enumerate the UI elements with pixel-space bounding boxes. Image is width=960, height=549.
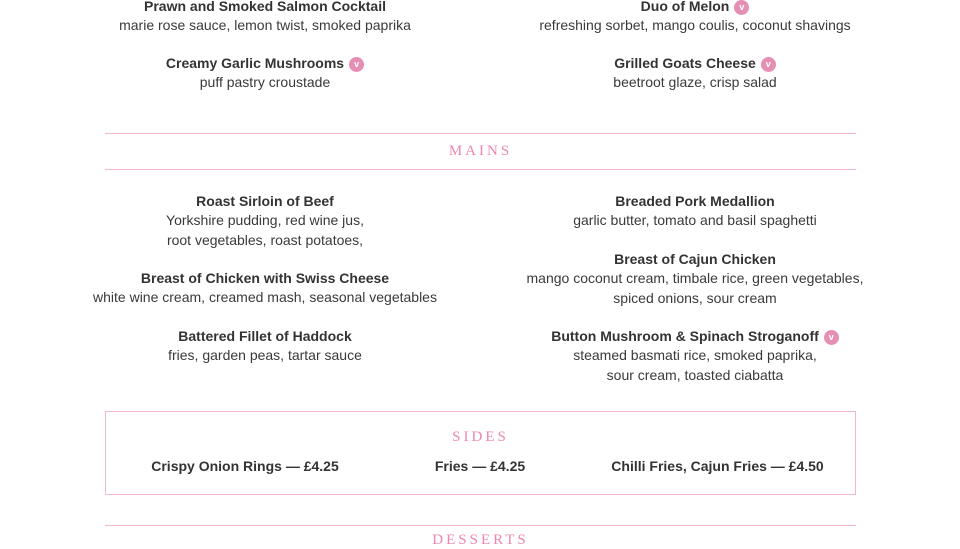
divider [105,169,856,170]
section-title-sides: SIDES [452,429,509,445]
dish-description: fries, garden peas, tartar sauce [168,347,362,363]
vegetarian-badge: v [734,0,749,15]
menu-item [460,54,930,93]
divider [105,525,856,526]
dish-name: Breast of Chicken with Swiss Cheese [140,270,390,286]
menu-item [30,269,500,308]
dish-name: Breast of Cajun Chicken [614,251,776,267]
menu-item [30,0,500,36]
menu-item [460,327,930,385]
dish-description: refreshing sorbet, mango coulis, coconut shavings [539,17,851,33]
menu-item [30,54,500,93]
menu-item [460,0,930,36]
side-item: Chilli Fries, Cajun Fries — £4.50 [611,458,824,474]
menu-item [30,327,500,366]
section-title-mains: MAINS [448,143,513,159]
side-item: Fries — £4.25 [434,458,526,474]
dish-name: Duo of Melon v [460,0,930,16]
dish-description: spiced onions, sour cream [613,289,777,306]
section-title-desserts: DESSERTS [432,532,529,548]
dish-description: beetroot glaze, crisp salad [613,74,777,90]
dish-name: Battered Fillet of Haddock [178,328,352,344]
dish-description: mango coconut cream, timbale rice, green vegetables, [526,270,864,286]
menu-item [460,192,930,231]
dish-name: Prawn and Smoked Salmon Cocktail [144,0,386,14]
dish-description: marie rose sauce, lemon twist, smoked paprika [119,17,411,33]
sides-box [105,411,856,495]
dish-description: garlic butter, tomato and basil spaghetti [573,212,817,228]
dish-description: Yorkshire pudding, red wine jus, [166,212,364,228]
dish-name: Breaded Pork Medallion [615,193,775,209]
dish-name: Grilled Goats Cheese v [460,54,930,73]
dish-description: white wine cream, creamed mash, seasonal vegetables [93,289,437,305]
dish-description: root vegetables, roast potatoes, [166,231,364,248]
vegetarian-badge: v [761,57,776,72]
dish-name: Creamy Garlic Mushrooms v [30,54,500,73]
menu-item [460,250,930,308]
vegetarian-badge: v [349,57,364,72]
dish-description: sour cream, toasted ciabatta [606,366,784,383]
dish-description: steamed basmati rice, smoked paprika, [573,347,817,363]
side-item: Crispy Onion Rings — £4.25 [151,458,339,474]
dish-name: Roast Sirloin of Beef [196,193,334,209]
divider [105,133,856,134]
dish-name: Button Mushroom & Spinach Stroganoff v [460,327,930,346]
dish-description: puff pastry croustade [199,74,331,90]
menu-item [30,192,500,250]
vegetarian-badge: v [824,330,839,345]
